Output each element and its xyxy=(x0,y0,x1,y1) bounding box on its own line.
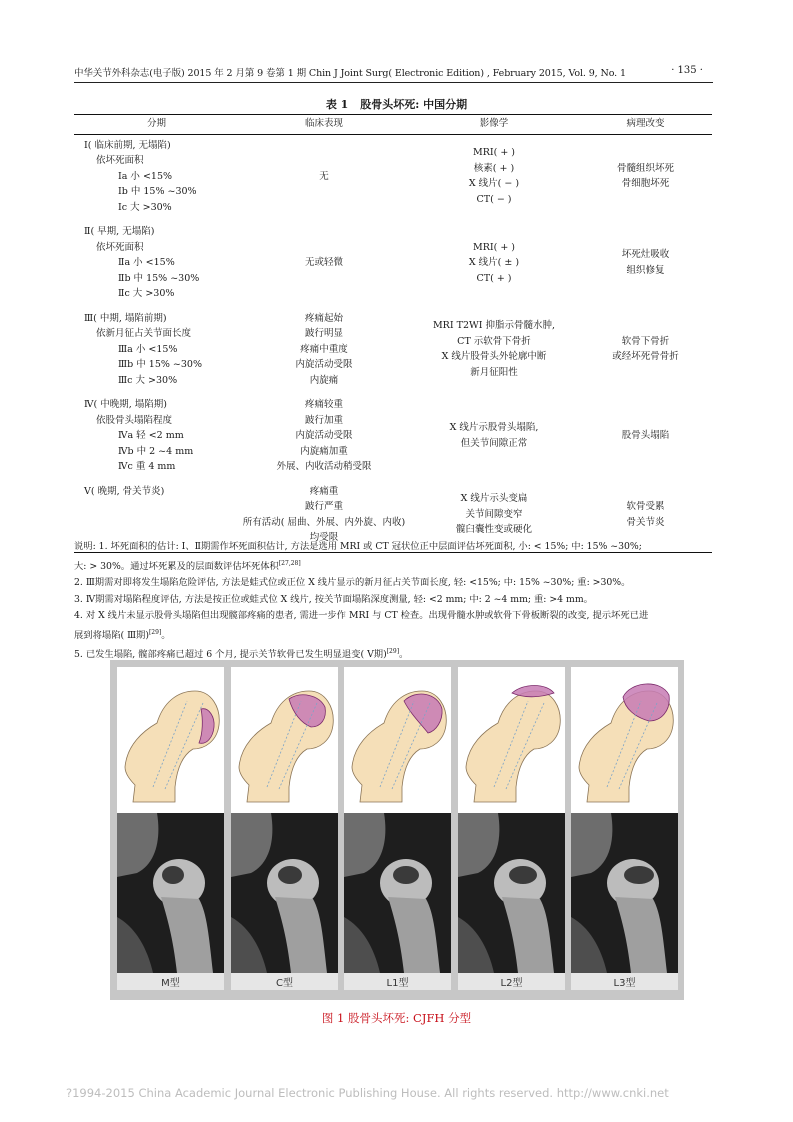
pathology-cell xyxy=(579,394,712,481)
stage-line: 依新月征占关节面长度 xyxy=(96,328,192,339)
stage-line: 依股骨头塌陷程度 xyxy=(96,414,173,426)
panel-graphic xyxy=(458,667,565,990)
stage-line: Ⅳc 重 4 mm xyxy=(118,461,176,472)
column-header: 病理改变 xyxy=(579,115,712,135)
table-label: 表 1 xyxy=(325,98,349,111)
cell-line: 疼痛较重 xyxy=(304,399,343,410)
imaging-cell xyxy=(409,394,579,481)
cell-line: MRI T2WI 抑脂示骨髓水肿, xyxy=(432,320,556,332)
cell-line: 内旋活动受限 xyxy=(295,359,353,370)
cell-line: 或经坏死骨骨折 xyxy=(612,351,679,363)
imaging-cell xyxy=(409,134,579,221)
stage-cell xyxy=(74,308,239,395)
note-4: 4. 对 X 线片未显示股骨头塌陷但出现髋部疼痛的患者, 需进一步作 MRI 与 CT 检查。出现骨髓水肿或软骨下骨板断裂的改变, 提示坏死已进 xyxy=(74,610,649,621)
stage-line: Ⅰa 小 <15% xyxy=(118,170,173,182)
page-number: · 135 · xyxy=(671,65,703,76)
table-header-row xyxy=(74,115,712,135)
panel-type-label: L3型 xyxy=(613,978,636,989)
cell-line: 外展、内收活动稍受限 xyxy=(276,461,372,472)
cell-line: 跛行加重 xyxy=(304,414,343,426)
cell-line: 软骨下骨折 xyxy=(621,335,670,347)
cell-line: 跛行明显 xyxy=(304,328,343,339)
staging-table xyxy=(74,114,712,553)
panel-type-label: L2型 xyxy=(500,978,522,989)
cell-line: 髋臼囊性变或硬化 xyxy=(455,524,532,536)
panel-type-label: M型 xyxy=(161,978,180,989)
table-row xyxy=(74,134,712,221)
cell-line: 疼痛起始 xyxy=(304,312,343,324)
stage-line: Ⅱ( 早期, 无塌陷) xyxy=(84,226,155,237)
stage-line: 依坏死面积 xyxy=(96,155,144,166)
panel-graphic xyxy=(344,667,451,990)
cell-line: MRI( + ) xyxy=(472,147,516,159)
figure-panel xyxy=(458,667,565,990)
clinical-cell xyxy=(239,308,409,395)
cell-line: 疼痛重 xyxy=(309,485,339,497)
note-2: 2. Ⅲ期需对即将发生塌陷危险评估, 方法是蛙式位或正位 X 线片显示的新月征占关节面长度, 轻: <15%; 中: 15% ~30%; 重: >30%。 xyxy=(74,577,631,588)
note-1: 说明: 1. 坏死面积的估计: Ⅰ、Ⅱ期需作坏死面积估计, 方法是选用 MRI 或 CT 冠状位正中层面评估坏死面积, 小: < 15%; 中: 15% ~30%; xyxy=(74,541,642,552)
stage-line: 依坏死面积 xyxy=(96,241,144,253)
cell-line: 跛行严重 xyxy=(304,501,343,512)
note-4-cont: 展到将塌陷( Ⅲ期)[29]。 xyxy=(74,628,171,641)
column-header: 分期 xyxy=(74,115,239,135)
cell-line: CT 示软骨下骨折 xyxy=(457,335,531,347)
pathology-cell xyxy=(579,134,712,221)
cell-line: 骨髓组织坏死 xyxy=(616,162,674,174)
pathology-cell xyxy=(579,308,712,395)
table-title: 股骨头坏死: 中国分期 xyxy=(360,98,468,111)
citation-ref: [29] xyxy=(148,628,162,636)
stage-cell xyxy=(74,394,239,481)
pathology-cell xyxy=(579,221,712,308)
table-row xyxy=(74,394,712,481)
cell-line: X 线片示股骨头塌陷, xyxy=(449,422,539,434)
cell-line: 坏死灶吸收 xyxy=(621,249,670,261)
stage-cell xyxy=(74,221,239,308)
column-header: 影像学 xyxy=(409,115,579,135)
imaging-cell xyxy=(409,308,579,395)
stage-line: Ⅰc 大 >30% xyxy=(118,201,172,213)
stage-line: Ⅰb 中 15% ~30% xyxy=(118,186,197,197)
cell-line: 内旋痛加重 xyxy=(300,445,348,457)
journal-header: 中华关节外科杂志(电子版) 2015 年 2 月第 9 卷第 1 期 Chin J Joint Surg( Electronic Edition) , February 2015, Vol. 9, No. 1 xyxy=(74,68,626,79)
column-header: 临床表现 xyxy=(239,115,409,135)
figure-panel xyxy=(571,667,678,990)
clinical-cell xyxy=(239,134,409,221)
panel-graphic xyxy=(571,667,678,990)
cell-line: 内旋痛 xyxy=(309,374,339,386)
mri-necrosis-zone xyxy=(278,866,302,884)
clinical-cell xyxy=(239,221,409,308)
cell-line: X 线片( − ) xyxy=(468,178,520,190)
femoral-head-illustration xyxy=(466,691,560,802)
mri-necrosis-zone xyxy=(162,866,184,884)
stage-line: Ⅰ( 临床前期, 无塌陷) xyxy=(84,139,171,151)
note-1-cont: 大: > 30%。通过坏死累及的层面数评估坏死体积[27,28] xyxy=(74,559,301,572)
note-3: 3. Ⅳ期需对塌陷程度评估, 方法是按正位或蛙式位 X 线片, 按关节面塌陷深度测量, 轻: <2 mm; 中: 2 ~4 mm; 重: >4 mm。 xyxy=(74,593,593,605)
cell-line: CT( + ) xyxy=(476,272,512,284)
mri-necrosis-zone xyxy=(624,866,654,884)
citation-ref: [27,28] xyxy=(278,559,301,567)
stage-line: Ⅴ( 晚期, 骨关节炎) xyxy=(84,485,165,497)
cell-line: 所有活动( 屈曲、外展、内外旋、内收) 均受限 xyxy=(242,516,406,543)
mri-necrosis-zone xyxy=(393,866,419,884)
stage-line: Ⅲb 中 15% ~30% xyxy=(118,359,202,370)
imaging-cell xyxy=(409,221,579,308)
figure-panel xyxy=(344,667,451,990)
stage-line: Ⅳb 中 2 ~4 mm xyxy=(118,445,194,457)
cell-line: 疼痛中重度 xyxy=(300,343,348,355)
cell-line: MRI( + ) xyxy=(472,241,516,253)
cell-line: 新月征阳性 xyxy=(470,366,518,378)
stage-line: Ⅳa 轻 <2 mm xyxy=(118,430,184,441)
cell-line: X 线片( ± ) xyxy=(468,257,520,268)
note-5: 5. 已发生塌陷, 髋部疼痛已超过 6 个月, 提示关节软骨已发生明显退变( Ⅴ期)[29]。 xyxy=(74,648,409,660)
cell-line: 但关节间隙正常 xyxy=(460,437,528,449)
figure-panel xyxy=(117,667,224,990)
femoral-head-illustration xyxy=(125,691,219,802)
cell-line: 组织修复 xyxy=(626,264,665,276)
panel-graphic xyxy=(231,667,338,990)
table-caption xyxy=(0,96,793,112)
cell-line: 无 xyxy=(319,170,329,182)
cell-line: X 线片股骨头外轮廓中断 xyxy=(441,351,547,363)
stage-line: Ⅳ( 中晚期, 塌陷期) xyxy=(84,399,167,410)
table-row xyxy=(74,308,712,395)
panel-type-label: C型 xyxy=(275,978,293,989)
panel-type-label: L1型 xyxy=(386,978,409,989)
panel-graphic xyxy=(117,667,224,990)
cell-line: 关节间隙变窄 xyxy=(465,508,523,520)
stage-line: Ⅱb 中 15% ~30% xyxy=(118,272,200,284)
cell-line: 内旋活动受限 xyxy=(295,430,353,441)
cell-line: 核素( + ) xyxy=(473,162,515,174)
figure-caption: 图 1 股骨头坏死: CJFH 分型 xyxy=(321,1011,472,1025)
stage-line: Ⅲa 小 <15% xyxy=(118,343,178,355)
mri-necrosis-zone xyxy=(509,866,537,884)
stage-line: Ⅲ( 中期, 塌陷前期) xyxy=(84,312,167,324)
copyright-footer: ?1994-2015 China Academic Journal Electronic Publishing House. All rights reserved. http://www.cnki.net xyxy=(66,1086,669,1100)
clinical-cell xyxy=(239,394,409,481)
stage-line: Ⅲc 大 >30% xyxy=(118,374,178,386)
citation-ref: [29] xyxy=(386,648,400,655)
stage-line: Ⅱc 大 >30% xyxy=(118,288,175,299)
cell-line: 无或轻微 xyxy=(304,257,343,268)
necrosis-lesion xyxy=(512,686,554,697)
stage-line: Ⅱa 小 <15% xyxy=(118,257,175,268)
stage-cell xyxy=(74,134,239,221)
cell-line: 骨关节炎 xyxy=(626,516,665,528)
cell-line: 骨细胞坏死 xyxy=(621,178,670,190)
cell-line: 股骨头塌陷 xyxy=(621,430,670,441)
header-divider xyxy=(74,82,713,83)
cell-line: CT( − ) xyxy=(476,193,512,205)
cell-line: 软骨受累 xyxy=(626,501,665,512)
table-notes xyxy=(74,539,714,664)
cjfh-classification-figure xyxy=(110,660,684,1000)
cell-line: X 线片示头变扁 xyxy=(460,493,528,505)
figure-panel xyxy=(231,667,338,990)
table-row xyxy=(74,221,712,308)
